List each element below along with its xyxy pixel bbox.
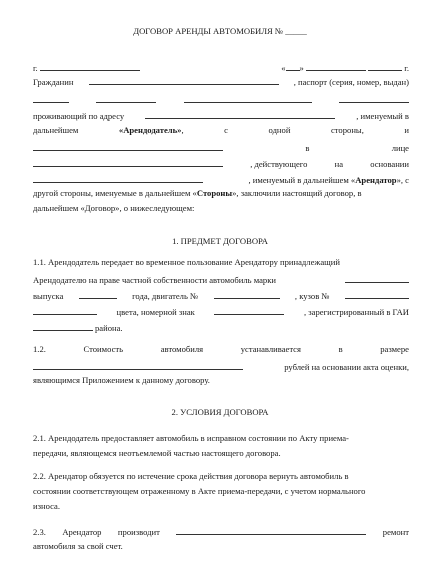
text: Арендатор — [62, 527, 102, 537]
s1-p1-l2 — [33, 274, 409, 286]
text: района. — [95, 323, 123, 333]
s1-p1-l1 — [33, 258, 409, 270]
lessor-term: «Арендодатель» — [118, 125, 182, 135]
address-line — [33, 110, 409, 122]
brand-blank — [345, 274, 409, 283]
city-date-line — [33, 62, 409, 74]
lessor-line — [33, 126, 409, 138]
s1-p1-l3 — [33, 290, 409, 302]
text: года, двигатель № — [132, 291, 199, 301]
text: Стоимость — [83, 344, 124, 354]
s2-p2-l2 — [33, 487, 409, 499]
word: », с — [396, 175, 409, 185]
hereinafter-label: , именуемый в — [356, 111, 409, 121]
text: устанавливается — [240, 344, 301, 354]
year-suffix: г. — [404, 63, 409, 73]
text: являющимся Приложением к данному договору. — [33, 375, 210, 385]
passport-label: , паспорт (серия, номер, выдан) — [293, 77, 409, 87]
passport-blanks-line — [33, 94, 409, 106]
citizen-name-blank — [89, 76, 279, 85]
s1-p2-l2 — [33, 361, 409, 373]
text: передачи, являющемся неотъемлемой частью настоящего договора. — [33, 448, 281, 458]
district-blank — [33, 322, 93, 331]
text: рублей на основании акта оценки, — [284, 362, 409, 372]
city-prefix: г. — [33, 63, 38, 73]
text: 2.1. Арендодатель предоставляет автомобиль в исправном состоянии по Акту приема- — [33, 433, 349, 443]
word: на — [334, 159, 344, 169]
year-made-blank — [79, 290, 117, 299]
word: в — [305, 143, 310, 153]
text: износа. — [33, 501, 60, 511]
word: и — [404, 125, 409, 135]
s1-p2-l1 — [33, 345, 409, 357]
text: 1.1. Арендодатель передает во временное пользование Арендатору принадлежащий — [33, 257, 340, 267]
s2-p1-l1 — [33, 434, 409, 446]
word: дальнейшем «Договор», о нижеследующем: — [33, 203, 195, 213]
day-blank — [286, 62, 300, 71]
section2-heading: 2. УСЛОВИЯ ДОГОВОРА — [171, 407, 269, 417]
blank — [33, 94, 69, 103]
text: 1.2. — [33, 344, 46, 354]
color-blank — [33, 306, 97, 315]
text: в — [338, 344, 343, 354]
further-contract-line — [33, 204, 409, 216]
word: одной — [268, 125, 291, 135]
document-title: ДОГОВОР АРЕНДЫ АВТОМОБИЛЯ № _____ — [133, 26, 307, 36]
engine-blank — [214, 290, 280, 299]
lessee-term: Арендатор — [355, 175, 397, 185]
text: 2.3. — [33, 527, 46, 537]
residing-label: проживающий по адресу — [33, 111, 125, 121]
word: с — [224, 125, 228, 135]
basis-blank — [33, 174, 203, 183]
city-blank — [40, 62, 140, 71]
word: стороны, — [330, 125, 364, 135]
citizen-label: Гражданин — [33, 77, 74, 87]
word: , именуемый в дальнейшем « — [248, 175, 356, 185]
text: выпуска — [33, 291, 64, 301]
text: размере — [380, 344, 409, 354]
cost-blank — [33, 361, 243, 370]
blank — [96, 94, 156, 103]
s2-p3-l2 — [33, 542, 409, 554]
lessee-line — [33, 174, 409, 186]
text: цвета, номерной знак — [116, 307, 195, 317]
text: , кузов № — [294, 291, 330, 301]
section1-heading: 1. ПРЕДМЕТ ДОГОВОРА — [172, 236, 268, 246]
text: , зарегистрированный в ГАИ — [303, 307, 409, 317]
word: , действующего — [250, 159, 308, 169]
s1-p2-l3 — [33, 376, 409, 388]
word: другой стороны, именуемые в дальнейшем « — [33, 188, 197, 198]
word: основании — [370, 159, 409, 169]
blank — [339, 94, 409, 103]
quote-open: « — [281, 63, 286, 73]
quote-close: » — [299, 63, 304, 73]
acting-line — [33, 158, 409, 170]
word: лице — [391, 143, 409, 153]
s2-p2-l3 — [33, 502, 409, 514]
parties-line — [33, 189, 409, 201]
s1-p1-l5 — [33, 322, 409, 334]
s2-p1-l2 — [33, 449, 409, 461]
word: », заключили настоящий договор, в — [232, 188, 362, 198]
year-blank — [368, 62, 402, 71]
citizen-line — [33, 76, 409, 88]
lessee-blank — [33, 142, 223, 151]
parties-term: Стороны — [196, 188, 233, 198]
text: 2.2. Арендатор обязуется по истечение срока действия договора вернуть автомобиль в — [33, 471, 349, 481]
text: ремонт — [382, 527, 409, 537]
body-blank — [345, 290, 409, 299]
address-blank — [145, 110, 335, 119]
blank — [184, 94, 312, 103]
s1-p1-l4 — [33, 306, 409, 318]
representative-blank — [33, 158, 223, 167]
word: , — [181, 125, 184, 135]
text: автомобиля за свой счет. — [33, 541, 123, 551]
in-person-line — [33, 142, 409, 154]
text: состоянии соответствующем отраженному в Акте приема-передачи, с учетом нормального — [33, 486, 366, 496]
text: автомобиля — [160, 344, 204, 354]
plate-blank — [214, 306, 284, 315]
s2-p2-l1 — [33, 472, 409, 484]
text: производит — [117, 527, 160, 537]
repair-blank — [176, 526, 366, 535]
s2-p3-l1 — [33, 526, 409, 538]
text: Арендодателю на праве частной собственности автомобиль марки — [33, 275, 276, 285]
month-blank — [306, 62, 366, 71]
word: дальнейшем — [33, 125, 79, 135]
